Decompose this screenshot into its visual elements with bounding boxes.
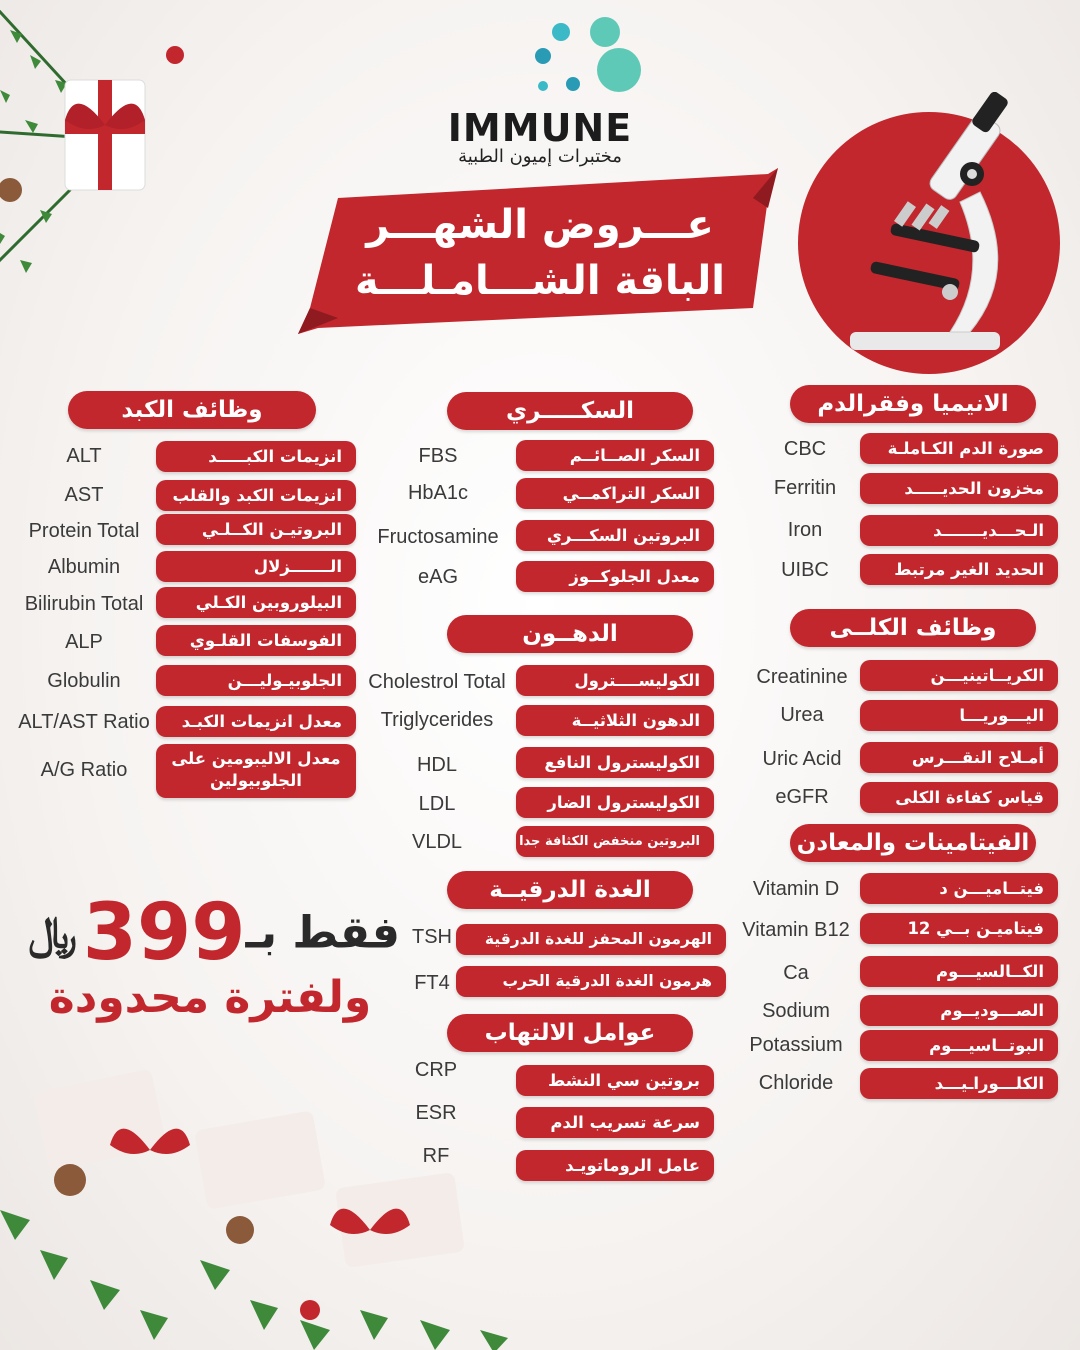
test-name: فيتــاميـــن د [860, 873, 1058, 904]
test-name: الحديد الغير مرتبط [860, 554, 1058, 585]
section-header-anemia: الانيميا وفقرالدم [790, 385, 1036, 423]
test-code: Bilirubin Total [24, 593, 144, 615]
test-code: Protein Total [28, 520, 140, 542]
test-code: ALT [66, 445, 102, 467]
brand-name: IMMUNE [447, 106, 633, 150]
limited-time-label: ولفترة محدودة [48, 972, 372, 1023]
price-amount: 399 [82, 888, 246, 978]
test-name: عامل الروماتويـد [516, 1150, 714, 1181]
test-name: مخزون الحديـــــد [860, 473, 1058, 504]
test-name: البروتين السكـــري [516, 520, 714, 551]
test-code: VLDL [411, 831, 463, 853]
test-code: ALP [65, 631, 103, 653]
test-name: معدل انزيمات الكبـد [156, 706, 356, 737]
test-code: Ferritin [773, 477, 837, 499]
test-name: الكوليســــترول [516, 665, 714, 696]
section-header-thyroid: الغدة الدرقيــة [447, 871, 693, 909]
test-code: Triglycerides [380, 709, 494, 731]
test-name: انزيمات الكبد والقلب [156, 480, 356, 511]
test-name: أمـلاح النقـــرس [860, 742, 1058, 773]
christmas-decoration-top-left [0, 0, 200, 300]
test-name: السكر التراكمــي [516, 478, 714, 509]
offer-title: عـــروض الشهـــر [366, 202, 714, 248]
test-name: بروتين سي النشط [516, 1065, 714, 1096]
test-code: Albumin [47, 556, 121, 578]
test-name: البروتيـن الكــلـي [156, 514, 356, 545]
section-header-vitamins: الفيتامينات والمعادن [790, 824, 1036, 862]
test-code: Iron [787, 519, 823, 541]
test-code: Potassium [749, 1034, 843, 1056]
test-code: eAG [417, 566, 459, 588]
section-header-inflammation: عوامل الالتهاب [447, 1014, 693, 1052]
test-name: الكوليسترول النافع [516, 747, 714, 778]
test-name: الـحـــديـــــــد [860, 515, 1058, 546]
test-code: Sodium [762, 1000, 830, 1022]
test-code: Vitamin D [752, 878, 840, 900]
test-name: الهرمون المحفز للغدة الدرقية [456, 924, 726, 955]
test-name: الـــــــزلال [156, 551, 356, 582]
test-code: Creatinine [756, 666, 848, 688]
test-code: eGFR [775, 786, 829, 808]
test-name: الكريــاتينيـــن [860, 660, 1058, 691]
test-name: البيلوروبين الكـلي [156, 587, 356, 618]
test-code: ESR [415, 1102, 457, 1124]
test-code: A/G Ratio [40, 759, 128, 781]
test-name: صورة الدم الكـاملـة [860, 433, 1058, 464]
brand-subtitle: مختبرات إميون الطبية [458, 146, 622, 167]
test-name: الكوليسترول الضار [516, 787, 714, 818]
price-line [20, 888, 400, 978]
price-only-label: فقط بـ [245, 907, 400, 959]
test-name: معدل الجلوكــوز [516, 561, 714, 592]
test-code: Urea [780, 704, 824, 726]
test-code: LDL [418, 793, 456, 815]
test-name: السكر الصــائــم [516, 440, 714, 471]
microscope-icon [830, 92, 1060, 362]
test-code: Ca [783, 962, 809, 984]
test-code: CBC [783, 438, 827, 460]
test-name: الجلوبيـوليـــن [156, 665, 356, 696]
test-name: فيتاميـن بــي 12 [860, 913, 1058, 944]
test-code: Fructosamine [377, 526, 499, 548]
section-header-sugar: السكـــــري [447, 392, 693, 430]
test-name: سرعة تسريب الدم [516, 1107, 714, 1138]
test-name: انزيمات الكبـــــد [156, 441, 356, 472]
test-name: الدهون الثلاثيــة [516, 705, 714, 736]
test-name: قياس كفاءة الكلى [860, 782, 1058, 813]
test-name: الكــالسيـــوم [860, 956, 1058, 987]
test-name: البوتــاسيـــوم [860, 1030, 1058, 1061]
christmas-decoration-bottom-left [0, 1060, 560, 1350]
test-code: HbA1c [407, 482, 469, 504]
test-code: AST [64, 484, 104, 506]
test-code: FBS [418, 445, 458, 467]
test-code: Uric Acid [762, 748, 842, 770]
test-code: TSH [412, 926, 452, 948]
test-name: اليـــوريـــا [860, 700, 1058, 731]
test-code: ALT/AST Ratio [18, 711, 150, 733]
test-name: معدل الاليبومين على الجلوبيولين [156, 744, 356, 798]
test-name: الصـــوديــوم [860, 995, 1058, 1026]
test-code: RF [422, 1145, 450, 1167]
test-code: Vitamin B12 [742, 919, 850, 941]
test-name: الكلـــوراـيـــد [860, 1068, 1058, 1099]
test-name: البروتين منخفض الكثافة جدا [516, 826, 714, 857]
section-header-kidney: وظائف الكلــى [790, 609, 1036, 647]
test-code: CRP [414, 1059, 458, 1081]
test-code: FT4 [414, 972, 450, 994]
test-code: Chloride [758, 1072, 834, 1094]
test-name: هرمون الغدة الدرقية الحرب [456, 966, 726, 997]
offer-subtitle: الباقة الشـــامـلـــة [355, 258, 725, 304]
test-code: Cholestrol Total [368, 671, 506, 693]
section-header-liver: وظائف الكبد [68, 391, 316, 429]
test-code: HDL [416, 754, 457, 776]
test-name: الفوسفات القلـوي [156, 625, 356, 656]
section-header-lipids: الدهــون [447, 615, 693, 653]
test-code: Globulin [47, 670, 121, 692]
brand-logo-icon [525, 14, 645, 104]
test-code: UIBC [781, 559, 829, 581]
currency-icon: ﷼ [28, 907, 78, 959]
title-ribbon [298, 168, 788, 334]
